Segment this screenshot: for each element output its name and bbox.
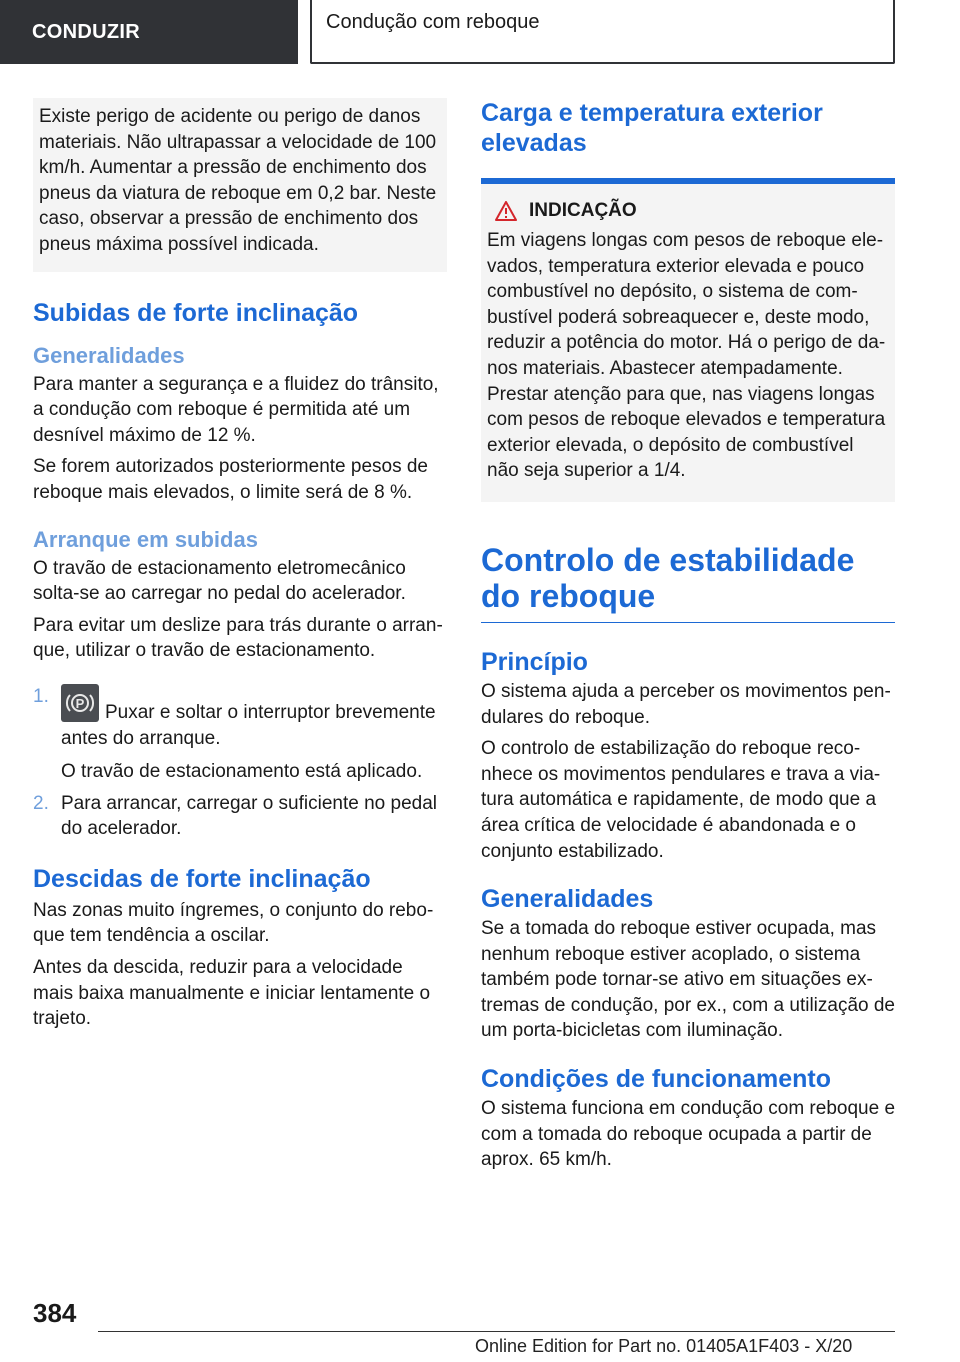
note-text: Existe perigo de acidente ou perigo de danos materiais. Não ultrapassar a velocidade de 100 km/h. Aumentar a pressão de enchimento dos pneus da viatura de reboque em 0,2 bar. Neste caso, observar a pressão de enchimento dos pneus máxima possível indicada. [39,106,437,255]
list-item [33,791,447,842]
step-subtext: O travão de estacionamento está aplicado. [61,761,423,783]
warning-box [481,178,895,502]
paragraph: O sistema ajuda a perceber os movimentos pendulares do reboque. [481,680,891,728]
heading-carga: Carga e temperatura exterior elevadas [481,99,823,157]
paragraph: Se forem autorizados posteriormente pesos de reboque mais elevados, o limite será de 8 %. [33,456,428,503]
heading-condicoes: Condições de funcionamento [481,1065,832,1094]
list-number: 2. [33,792,49,814]
paragraph: Antes da descida, reduzir para a velocidade mais baixa manualmente e iniciar lentamente o trajeto. [33,957,431,1030]
header-title-text: Condução com reboque [326,11,540,33]
paragraph: Para evitar um deslize para trás durante o arranque, utilizar o travão de estacionamento. [33,614,443,662]
page-number: 384 [33,1298,77,1328]
svg-text:P: P [75,695,85,711]
right-column [481,98,895,1179]
heading-principio: Princípio [481,647,588,676]
footer-edition: Online Edition for Part no. 01405A1F403 - X/20 [475,1336,853,1356]
paragraph: O travão de estacionamento eletromecânico solta-se ao carregar no pedal do acelerador. [33,557,406,605]
paragraph: Para manter a segurança e a fluidez do trânsito, a condução com reboque é permitida até um desnível máximo de 12 %. [33,373,439,446]
list-number: 1. [33,685,49,707]
footer-divider [98,1331,895,1332]
page-header-title [310,0,895,64]
heading-arranque: Arranque em subidas [33,526,258,552]
warning-header [487,200,887,222]
heading-controlo: Controlo de estabilidade do reboque [481,542,895,623]
heading-descidas: Descidas de forte inclinação [33,864,371,893]
heading-subidas: Subidas de forte inclinação [33,298,359,327]
heading-generalidades: Generalidades [481,885,654,914]
warning-triangle-icon [495,201,517,221]
paragraph: Se a tomada do reboque estiver ocupada, mas nenhum reboque estiver acoplado, o sistema também pode tornar-se ativo em situações extremas de condução, por ex., com a utilização de um porta-bicicletas com iluminação. [481,918,896,1042]
list-item [33,684,447,785]
parking-brake-icon [61,684,99,722]
paragraph: O sistema funciona em condução com reboque e com a tomada do reboque ocupada a partir de aprox. 65 km/h. [481,1098,896,1171]
warning-text: Em viagens longas com pesos de reboque elevados, temperatura exterior elevada e pouco combustível no depósito, o sistema de combustível poderá sobreaquecer e, deste modo, reduzir a potência do motor. Há o perigo de danos materiais. Abastecer atempadamente. Prestar atenção para que, nas viagens longas com pesos de reboque elevados e temperatura exterior elevada, o depósito de combustível não seja superior a 1/4. [487,230,886,482]
paragraph: O controlo de estabilização do reboque reconhece os movimentos pendulares e trava a viatura automática e rapidamente, de modo que a área crítica de velocidade é abandonada e o conjunto estabilizado. [481,738,881,862]
paragraph: Nas zonas muito íngremes, o conjunto do reboque tem tendência a oscilar. [33,899,434,947]
warning-label: INDICAÇÃO [529,200,637,221]
step-text: Puxar e soltar o interruptor brevemente antes do arranque. [61,701,436,749]
heading-generalidades: Generalidades [33,342,185,368]
step-text: Para arrancar, carregar o suficiente no pedal do acelerador. [61,792,437,840]
left-column [33,98,447,1038]
note-box [33,98,447,272]
chapter-tab: CONDUZIR [0,0,298,64]
